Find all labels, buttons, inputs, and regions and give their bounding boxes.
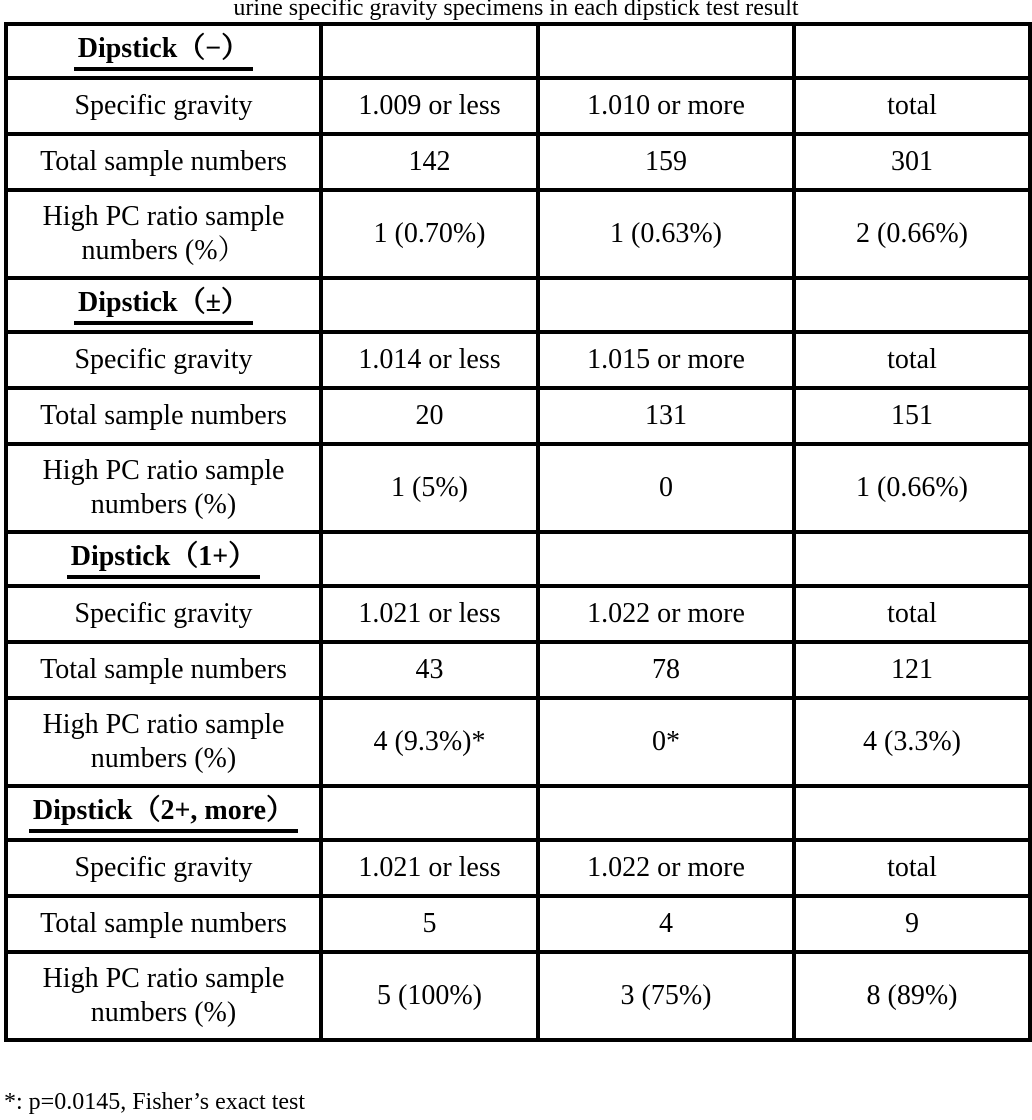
section-header-label: Dipstick（1+） [67, 540, 261, 579]
value-cell: 1.021 or less [321, 586, 538, 642]
section-header-row [6, 278, 1030, 332]
value-cell: 142 [321, 134, 538, 190]
value-cell: 1.009 or less [321, 78, 538, 134]
empty-cell [794, 786, 1030, 840]
value-cell: 0* [538, 698, 794, 786]
empty-cell [538, 24, 794, 78]
row-label-cell: Total sample numbers [6, 896, 321, 952]
row-label-cell: Total sample numbers [6, 642, 321, 698]
value-cell: total [794, 332, 1030, 388]
value-cell: 8 (89%) [794, 952, 1030, 1040]
section-header-label: Dipstick（−） [74, 32, 254, 71]
value-cell: 43 [321, 642, 538, 698]
row-label-cell: Specific gravity [6, 78, 321, 134]
value-cell: 1.014 or less [321, 332, 538, 388]
table-row [6, 952, 1030, 1040]
value-cell: 20 [321, 388, 538, 444]
row-label-cell: High PC ratio sample numbers (%) [6, 698, 321, 786]
empty-cell [538, 278, 794, 332]
empty-cell [321, 24, 538, 78]
value-cell: 4 (9.3%)* [321, 698, 538, 786]
table-row [6, 332, 1030, 388]
value-cell: total [794, 78, 1030, 134]
empty-cell [538, 532, 794, 586]
empty-cell [794, 278, 1030, 332]
empty-cell [321, 532, 538, 586]
table-row [6, 642, 1030, 698]
section-header-cell [6, 532, 321, 586]
section-header-label: Dipstick（±） [74, 286, 253, 325]
empty-cell [794, 532, 1030, 586]
value-cell: 1.021 or less [321, 840, 538, 896]
empty-cell [321, 786, 538, 840]
table-row [6, 388, 1030, 444]
value-cell: 1.010 or more [538, 78, 794, 134]
value-cell: 4 (3.3%) [794, 698, 1030, 786]
table-row [6, 190, 1030, 278]
table-row [6, 586, 1030, 642]
section-header-cell [6, 786, 321, 840]
value-cell: 1 (5%) [321, 444, 538, 532]
value-cell: 1.015 or more [538, 332, 794, 388]
dipstick-results-table [4, 22, 1032, 1042]
value-cell: total [794, 586, 1030, 642]
row-label-cell: High PC ratio sample numbers (%) [6, 444, 321, 532]
value-cell: 1 (0.63%) [538, 190, 794, 278]
value-cell: 5 [321, 896, 538, 952]
empty-cell [538, 786, 794, 840]
value-cell: 301 [794, 134, 1030, 190]
row-label-cell: Specific gravity [6, 840, 321, 896]
value-cell: 5 (100%) [321, 952, 538, 1040]
value-cell: 4 [538, 896, 794, 952]
value-cell: 131 [538, 388, 794, 444]
table-row [6, 698, 1030, 786]
section-header-row [6, 24, 1030, 78]
value-cell: 9 [794, 896, 1030, 952]
value-cell: 159 [538, 134, 794, 190]
row-label-cell: Total sample numbers [6, 134, 321, 190]
section-header-label: Dipstick（2+, more） [29, 794, 298, 833]
value-cell: 121 [794, 642, 1030, 698]
section-header-row [6, 532, 1030, 586]
row-label-cell: Specific gravity [6, 586, 321, 642]
value-cell: 1 (0.70%) [321, 190, 538, 278]
row-label-cell: High PC ratio sample numbers (%) [6, 952, 321, 1040]
row-label-cell: Total sample numbers [6, 388, 321, 444]
value-cell: 3 (75%) [538, 952, 794, 1040]
section-header-row [6, 786, 1030, 840]
section-header-cell [6, 24, 321, 78]
section-header-cell [6, 278, 321, 332]
footnote: *: p=0.0145, Fisher’s exact test [4, 1089, 306, 1115]
empty-cell [794, 24, 1030, 78]
row-label-cell: High PC ratio sample numbers (%） [6, 190, 321, 278]
value-cell: 1.022 or more [538, 840, 794, 896]
value-cell: total [794, 840, 1030, 896]
value-cell: 1 (0.66%) [794, 444, 1030, 532]
value-cell: 78 [538, 642, 794, 698]
value-cell: 1.022 or more [538, 586, 794, 642]
value-cell: 2 (0.66%) [794, 190, 1030, 278]
row-label-cell: Specific gravity [6, 332, 321, 388]
value-cell: 151 [794, 388, 1030, 444]
value-cell: 0 [538, 444, 794, 532]
table-row [6, 840, 1030, 896]
table-row [6, 444, 1030, 532]
table-row [6, 896, 1030, 952]
table-row [6, 78, 1030, 134]
empty-cell [321, 278, 538, 332]
table-caption: urine specific gravity specimens in each dipstick test result [233, 0, 799, 21]
table-row [6, 134, 1030, 190]
